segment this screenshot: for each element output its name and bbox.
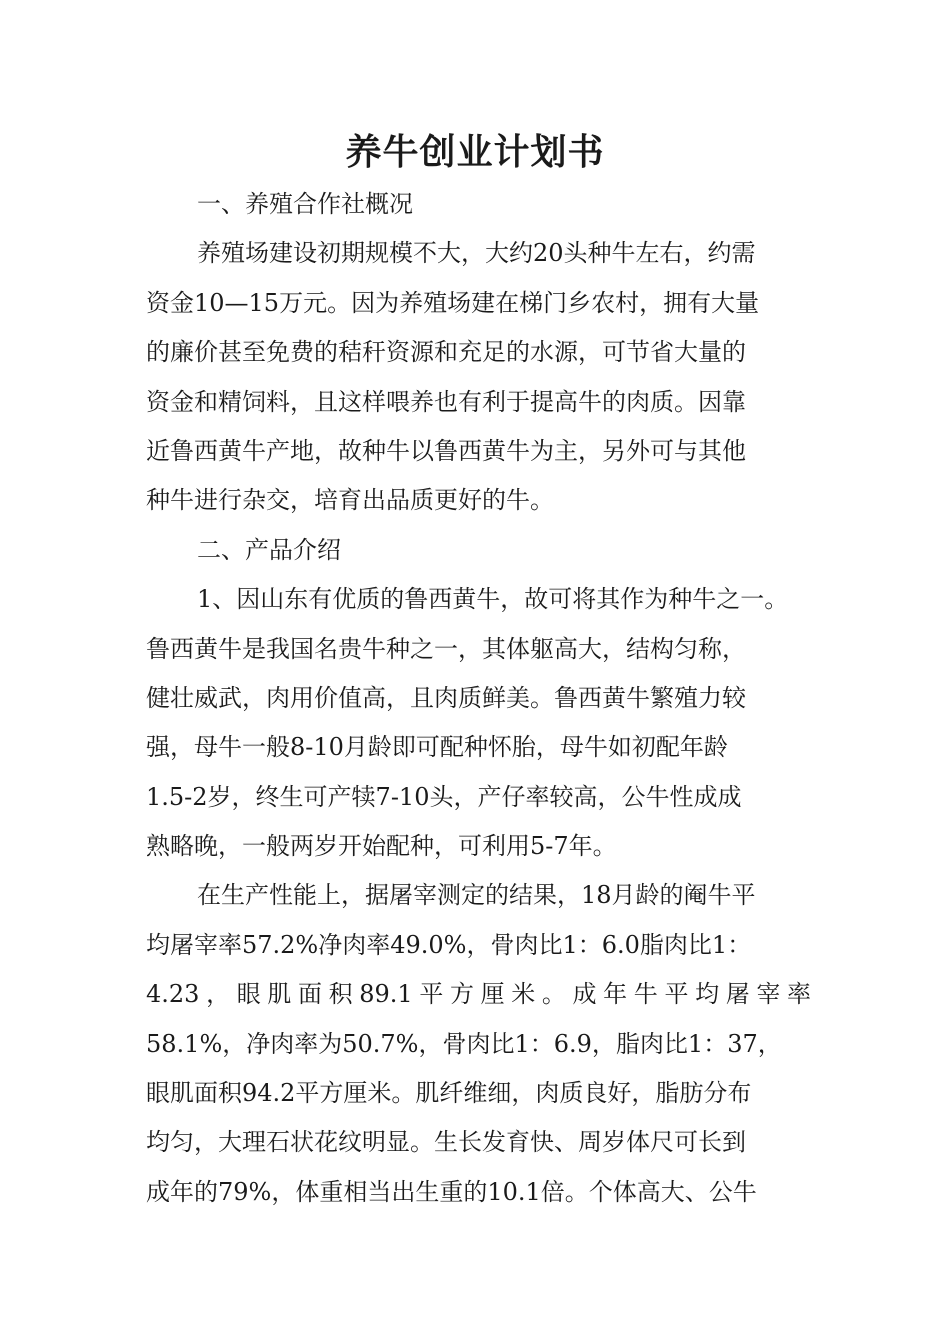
section-heading-overview: 一、养殖合作社概况: [197, 190, 413, 218]
paragraph-line: 眼肌面积94.2平方厘米。肌纤维细，肉质良好，脂肪分布: [146, 1079, 752, 1108]
paragraph-line: 1、因山东有优质的鲁西黄牛，故可将其作为种牛之一。: [197, 585, 789, 614]
paragraph-line: 均匀，大理石状花纹明显。生长发育快、周岁体尺可长到: [146, 1128, 746, 1157]
paragraph-line: 1.5-2岁，终生可产犊7-10头，产仔率较高，公牛性成成: [146, 782, 742, 811]
section-heading-products: 二、产品介绍: [197, 535, 341, 564]
paragraph-line: 资金10—15万元。因为养殖场建在梯门乡农村，拥有大量: [146, 288, 760, 317]
paragraph-line: 的廉价甚至免费的秸秆资源和充足的水源，可节省大量的: [146, 338, 746, 367]
paragraph-line: 资金和精饲料，且这样喂养也有利于提高牛的肉质。因靠: [146, 387, 746, 416]
paragraph-line: 均屠宰率57.2%净肉率49.0%，骨肉比1：6.0脂肉比1：: [146, 930, 752, 959]
paragraph-line: 4.23，眼肌面积89.1平方厘米。成年牛平均屠宰率: [146, 980, 811, 1009]
paragraph-line: 熟略晚，一般两岁开始配种，可利用5-7年。: [146, 832, 617, 861]
paragraph-line: 成年的79%，体重相当出生重的10.1倍。个体高大、公牛: [146, 1177, 757, 1206]
paragraph-line: 在生产性能上，据屠宰测定的结果，18月龄的阉牛平: [197, 881, 756, 910]
document-body: [146, 180, 811, 1217]
paragraph-line: 近鲁西黄牛产地，故种牛以鲁西黄牛为主，另外可与其他: [146, 436, 746, 465]
paragraph-line: 种牛进行杂交，培育出品质更好的牛。: [146, 486, 554, 515]
paragraph-line: 鲁西黄牛是我国名贵牛种之一，其体躯高大，结构匀称，: [146, 634, 746, 663]
paragraph-line: 健壮威武，肉用价值高，且肉质鲜美。鲁西黄牛繁殖力较: [146, 683, 746, 712]
document-title: 养牛创业计划书: [345, 132, 605, 173]
paragraph-line: 58.1%，净肉率为50.7%，骨肉比1：6.9，脂肉比1：37，: [146, 1029, 782, 1058]
paragraph-line: 养殖场建设初期规模不大，大约20头种牛左右，约需: [197, 239, 756, 268]
paragraph-line: 强，母牛一般8-10月龄即可配种怀胎，母牛如初配年龄: [146, 733, 728, 762]
